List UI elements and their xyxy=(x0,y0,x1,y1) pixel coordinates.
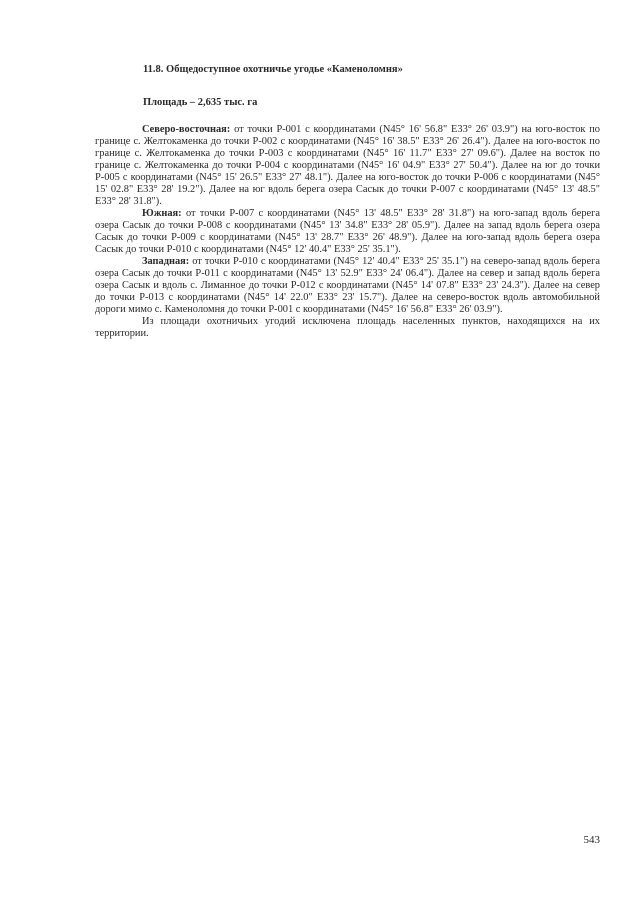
paragraph-text: от точки Р-010 с координатами (N45° 12' 40.4" E33° 25' 35.1") на северо-запад вдоль берега озера Сасык до точки Р-011 с координатами (N45° 13' 52.9" E33° 24' 06.4"). Далее на север и запад вдоль берега озера Сасык и вдоль с. Лиманное до точки Р-012 с координатами (N45° 14' 07.8" E33° 23' 24.3"). Далее на север до точки Р-013 с координатами (N45° 14' 22.0" E33° 23' 15.7"). Далее на северо-восток вдоль автомобильной дороги мимо с. Каменоломня до точки Р-001 с координатами (N45° 16' 56.8" E33° 26' 03.9"). xyxy=(95,256,600,315)
page-number: 543 xyxy=(583,834,600,846)
paragraph-label: Северо-восточная: xyxy=(142,124,231,135)
paragraph-label: Западная: xyxy=(142,256,190,267)
paragraph-label: Южная: xyxy=(142,208,182,219)
west-boundary-paragraph xyxy=(95,256,600,316)
section-heading: 11.8. Общедоступное охотничье угодье «Каменоломня» xyxy=(143,64,403,75)
paragraph-text: Из площади охотничьих угодий исключена площадь населенных пунктов, находящихся на их территории. xyxy=(95,316,600,339)
exclusion-note-paragraph xyxy=(95,316,600,340)
paragraph-text: от точки Р-001 с координатами (N45° 16' 56.8" E33° 26' 03.9") на юго-восток по границе с. Желтокаменка до точки Р-002 с координатами (N45° 16' 38.5" E33° 26' 26.4"). Далее на юго-восток по границе с. Желтокаменка до точки Р-003 с координатами (N45° 16' 11.7" E33° 27' 09.6"). Далее на восток по границе с. Желтокаменка до точки Р-004 с координатами (N45° 16' 04.9" E33° 27' 50.4"). Далее на юг до точки Р-005 с координатами (N45° 15' 26.5" E33° 27' 48.1"). Далее на юго-восток до точки Р-006 с координатами (N45° 15' 02.8" E33° 28' 19.2"). Далее на юг вдоль берега озера Сасык до точки Р-007 с координатами (N45° 13' 48.5" E33° 28' 31.8"). xyxy=(95,124,600,207)
area-line: Площадь – 2,635 тыс. га xyxy=(143,97,258,108)
south-boundary-paragraph xyxy=(95,208,600,256)
paragraph-text: от точки Р-007 с координатами (N45° 13' 48.5" E33° 28' 31.8") на юго-запад вдоль берега озера Сасык до точки Р-008 с координатами (N45° 13' 34.8" E33° 28' 05.9"). Далее на запад вдоль берега озера Сасык до точки Р-009 с координатами (N45° 13' 28.7" E33° 26' 48.9"). Далее на юго-запад вдоль берега озера Сасык до точки Р-010 с координатами (N45° 12' 40.4" E33° 25' 35.1"). xyxy=(95,208,600,255)
northeast-boundary-paragraph xyxy=(95,124,600,208)
boundary-description xyxy=(95,124,600,340)
